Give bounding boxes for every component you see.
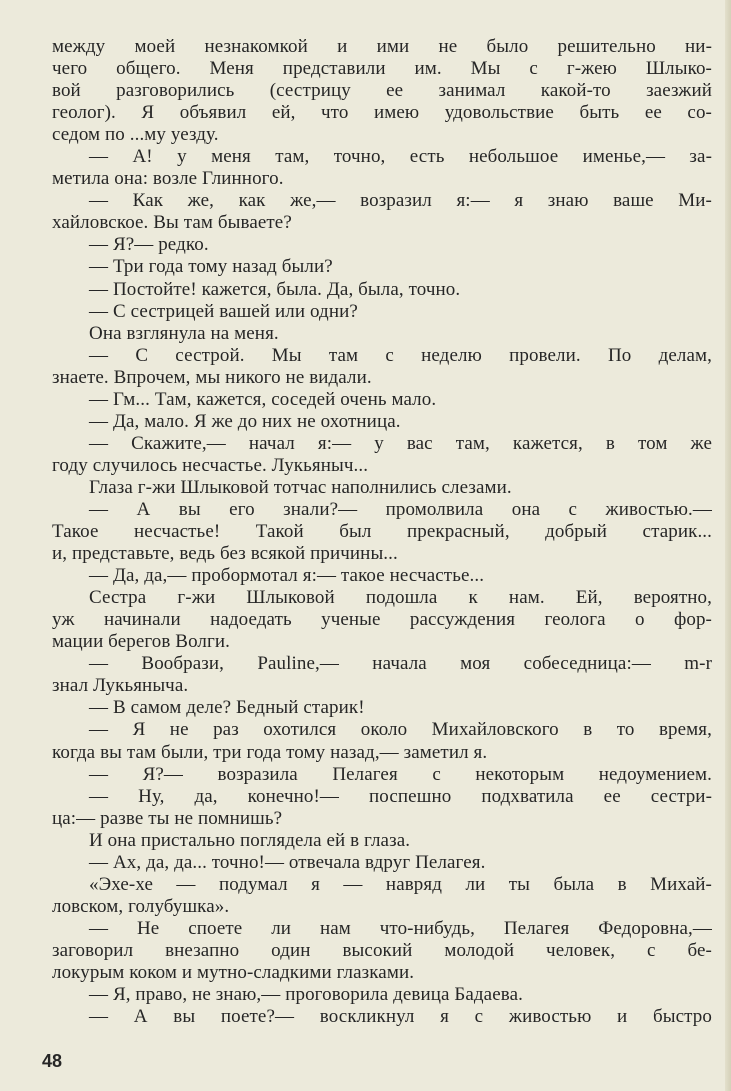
page-gutter-shadow xyxy=(725,0,731,1091)
text-line: локурым коком и мутно-сладкими глазками. xyxy=(52,961,415,983)
text-line: заговорил внезапно один высокий молодой человек, с бе- xyxy=(52,939,712,961)
text-line: — Три года тому назад были? xyxy=(89,256,333,278)
text-line: — Гм... Там, кажется, соседей очень мало. xyxy=(89,388,437,410)
text-line: — С сестрой. Мы там с неделю провели. По делам, xyxy=(89,344,712,366)
text-line: мации берегов Волги. xyxy=(52,631,231,653)
text-line: — А! у меня там, точно, есть небольшое именье,— за- xyxy=(89,146,712,168)
text-line: — Я не раз охотился около Михайловского в то время, xyxy=(89,719,712,741)
text-line: — Скажите,— начал я:— у вас там, кажется, в том же xyxy=(89,432,712,454)
page-body-text xyxy=(52,36,712,1028)
page-number: 48 xyxy=(42,1051,63,1071)
text-line: — А вы поете?— воскликнул я с живостью и быстро xyxy=(89,1006,712,1028)
text-line: И она пристально поглядела ей в глаза. xyxy=(89,829,411,851)
text-line: седом по ...му уезду. xyxy=(52,124,219,146)
text-line: Глаза г-жи Шлыковой тотчас наполнились слезами. xyxy=(89,476,512,498)
text-line: — Ну, да, конечно!— поспешно подхватила ее сестри- xyxy=(89,785,712,807)
text-line: — Как же, как же,— возразил я:— я знаю ваше Ми- xyxy=(89,190,712,212)
text-line: — А вы его знали?— промолвила она с живостью.— xyxy=(89,498,712,520)
text-line: — С сестрицей вашей или одни? xyxy=(89,300,358,322)
text-line: знаете. Впрочем, мы никого не видали. xyxy=(52,366,372,388)
text-line: Сестра г-жи Шлыковой подошла к нам. Ей, вероятно, xyxy=(89,587,712,609)
text-line: — Постойте! кажется, была. Да, была, точно. xyxy=(89,278,461,300)
text-line: чего общего. Меня представили им. Мы с г-жею Шлыко- xyxy=(52,58,712,80)
text-line: между моей незнакомкой и ими не было решительно ни- xyxy=(52,36,712,57)
text-line: — Не споете ли нам что-нибудь, Пелагея Федоровна,— xyxy=(89,917,712,939)
text-line: Она взглянула на меня. xyxy=(89,322,279,344)
text-line: — В самом деле? Бедный старик! xyxy=(89,697,365,719)
text-line: ца:— разве ты не помнишь? xyxy=(52,807,283,829)
text-line: — Вообрази, Pauline,— начала моя собеседница:— m-r xyxy=(89,653,712,675)
text-line: «Эхе-хе — подумал я — навряд ли ты была в Михай- xyxy=(89,873,712,895)
text-line: метила она: возле Глинного. xyxy=(52,168,284,190)
text-line: знал Лукьяныча. xyxy=(52,675,189,697)
text-line: вой разговорились (сестрицу ее занимал какой-то заезжий xyxy=(52,80,712,102)
text-line: году случилось несчастье. Лукьяныч... xyxy=(52,454,369,476)
text-line: — Я?— редко. xyxy=(89,234,209,256)
text-line: когда вы там были, три года тому назад,— заметил я. xyxy=(52,741,488,763)
text-line: Такое несчастье! Такой был прекрасный, добрый старик... xyxy=(52,521,712,543)
text-line: хайловское. Вы там бываете? xyxy=(52,212,292,234)
text-line: уж начинали надоедать ученые рассуждения геолога о фор- xyxy=(52,609,712,631)
text-line: — Да, да,— пробормотал я:— такое несчастье... xyxy=(89,565,485,587)
text-line: ловском, голубушка». xyxy=(52,895,230,917)
text-line: — Я, право, не знаю,— проговорила девица Бадаева. xyxy=(89,984,523,1006)
text-line: — Ах, да, да... точно!— отвечала вдруг Пелагея. xyxy=(89,851,486,873)
text-line: геолог). Я объявил ей, что имею удовольствие быть ее со- xyxy=(52,102,712,124)
text-line: и, представьте, ведь без всякой причины... xyxy=(52,543,398,565)
text-line: — Я?— возразила Пелагея с некоторым недоумением. xyxy=(89,763,712,785)
text-line: — Да, мало. Я же до них не охотница. xyxy=(89,410,401,432)
